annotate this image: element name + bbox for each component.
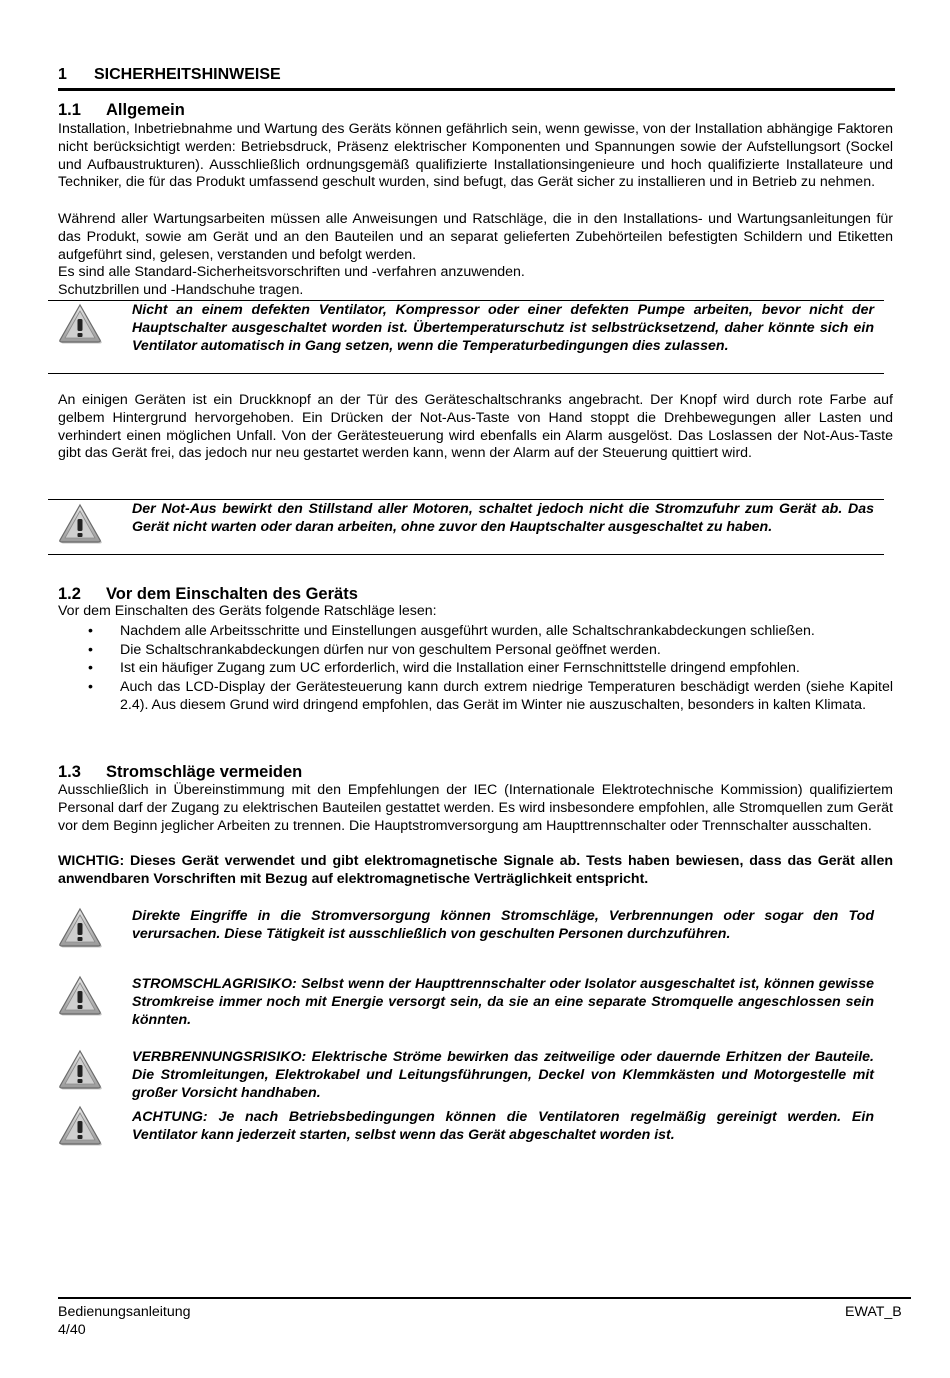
footer-page-number: 4/40 [58, 1322, 86, 1338]
bullet-icon: • [88, 678, 93, 695]
footer-model: EWAT_B [845, 1304, 902, 1320]
subsection-number: 1.2 [58, 585, 81, 603]
warning-icon [57, 1104, 103, 1146]
warning-text: ACHTUNG: Je nach Betriebsbedingungen können die Ventilatoren regelmäßig gereinigt werden. Ein Ventilator kann jederzeit starten, selbst wenn das Gerät abgeschaltet worden ist. [132, 1109, 874, 1143]
subsection-number: 1.1 [58, 101, 81, 119]
paragraph: An einigen Geräten ist ein Druckknopf an der Tür des Geräteschaltschranks angebracht. Der Knopf wird durch rote Farbe auf gelbem Hintergrund hervorgehoben. Ein Drücken der Not-Aus-Taste von Hand stoppt die Drehbewegungen aller Lasten und verhindert einen möglichen Unfall. Von der Gerätesteuerung wird ebenfalls ein Alarm ausgelöst. Das Loslassen der Not-Aus-Taste gibt das Gerät frei, das jedoch nur neu gestartet werden kann, wenn der Alarm auf der Steuerung quittiert wird. [58, 392, 893, 462]
warning-icon [57, 974, 103, 1016]
bullet-icon: • [88, 641, 93, 658]
warning-icon [57, 502, 103, 544]
list-item [58, 622, 893, 641]
bullet-list [58, 622, 893, 715]
heading-rule [58, 88, 895, 91]
important-paragraph: WICHTIG: Dieses Gerät verwendet und gibt elektromagnetische Signale ab. Tests haben bewiesen, dass das Gerät allen anwendbaren Vorschriften mit Bezug auf elektromagnetische Verträglichkeit entspricht. [58, 853, 893, 887]
subsection-heading-1-1 [58, 101, 185, 120]
warning-text: Nicht an einem defekten Ventilator, Kompressor oder einer defekten Pumpe arbeiten, bevor nicht der Hauptschalter ausgeschaltet worden ist. Übertemperaturschutz ist selbstrücksetzend, daher könnte sich ein Ventilator automatisch in Gang setzen, wenn die Temperaturbedingungen dies zulassen. [132, 302, 874, 354]
subsection-number: 1.3 [58, 763, 81, 781]
list-item [58, 659, 893, 678]
warning-bottom-rule [48, 373, 884, 374]
list-item [58, 678, 893, 715]
footer-rule [58, 1297, 911, 1299]
warning-text: STROMSCHLAGRISIKO: Selbst wenn der Haupttrennschalter oder Isolator ausgeschaltet ist, können gewisse Stromkreise immer noch mit Energie versorgt sein, da sie an eine separate Stromquelle angeschlossen sein könnten. [132, 976, 874, 1028]
list-item-text: Ist ein häufiger Zugang zum UC erforderlich, wird die Installation einer Fernschnittstelle dringend empfohlen. [120, 660, 800, 676]
subsection-heading-1-2 [58, 585, 358, 604]
list-item-text: Die Schaltschrankabdeckungen dürfen nur von geschultem Personal geöffnet werden. [120, 641, 661, 658]
warning-text: Der Not-Aus bewirkt den Stillstand aller Motoren, schaltet jedoch nicht die Stromzufuhr zum Gerät ab. Das Gerät nicht warten oder daran arbeiten, ohne zuvor den Hauptschalter ausgeschaltet zu haben. [132, 501, 874, 535]
warning-icon [57, 906, 103, 948]
subsection-heading-1-3 [58, 763, 302, 782]
subsection-title: Stromschläge vermeiden [106, 763, 303, 781]
paragraph: Schutzbrillen und -Handschuhe tragen. [58, 282, 304, 298]
bullet-icon: • [88, 623, 93, 639]
paragraph: Vor dem Einschalten des Geräts folgende Ratschläge lesen: [58, 603, 437, 619]
list-item-text: Auch das LCD-Display der Gerätesteuerung kann durch extrem niedrige Temperaturen beschädigt werden (siehe Kapitel 2.4). Aus diesem Grund wird dringend empfohlen, das Gerät im Winter nie auszuschalten, besonders in kalten Klimata. [120, 678, 893, 713]
warning-text: Direkte Eingriffe in die Stromversorgung können Stromschläge, Verbrennungen oder sogar den Tod verursachen. Diese Tätigkeit ist ausschließlich von geschulten Personen durchzuführen. [132, 908, 874, 942]
bullet-icon: • [88, 660, 93, 676]
subsection-title: Vor dem Einschalten des Geräts [106, 585, 358, 603]
list-item-text: Nachdem alle Arbeitsschritte und Einstellungen ausgeführt wurden, alle Schaltschrankabdeckungen schließen. [120, 623, 815, 639]
paragraph: Es sind alle Standard-Sicherheitsvorschriften und -verfahren anzuwenden. [58, 264, 525, 280]
paragraph: Während aller Wartungsarbeiten müssen alle Anweisungen und Ratschläge, die in den Installations- und Wartungsanleitungen für das Produkt, sowie am Gerät und an den Bauteilen und an separat gelieferten Zubehörteilen befestigten Schildern und Etiketten aufgeführt sind, gelesen, verstanden und befolgt werden. [58, 211, 893, 263]
subsection-title: Allgemein [106, 101, 185, 119]
warning-icon [57, 302, 103, 344]
warning-icon [57, 1048, 103, 1090]
paragraph: Installation, Inbetriebnahme und Wartung des Geräts können gefährlich sein, wenn gewisse, von der Installation abhängige Faktoren nicht berücksichtigt werden: Betriebsdruck, Präsenz elektrischer Komponenten und Spannungen sowie der Aufstellungsort (Sockel und Aufbaustrukturen). Ausschließlich ordnungsgemäß qualifizierte Installationsingenieure und hoch qualifizierte Installateure und Techniker, die für das Produkt umfassend geschult wurden, sind befugt, das Gerät sicher zu installieren und in Betrieb zu nehmen. [58, 121, 893, 191]
footer-doc-title: Bedienungsanleitung [58, 1304, 191, 1320]
list-item [58, 641, 893, 660]
section-number: 1 [58, 66, 67, 83]
section-title: SICHERHEITSHINWEISE [94, 66, 281, 83]
warning-bottom-rule [48, 554, 884, 555]
section-heading [58, 66, 281, 84]
warning-text: VERBRENNUNGSRISIKO: Elektrische Ströme bewirken das zeitweilige oder dauernde Erhitzen der Bauteile. Die Stromleitungen, Elektrokabel und Leitungsführungen, Deckel von Klemmkästen und Motorgestelle mit großer Vorsicht handhaben. [132, 1049, 874, 1101]
paragraph: Ausschließlich in Übereinstimmung mit den Empfehlungen der IEC (Internationale Elektrotechnische Kommission) qualifiziertem Personal darf der Zugang zu elektrischen Bauteilen gestattet werden. Es wird insbesondere empfohlen, alle Stromquellen zum Gerät vor dem Beginn jeglicher Arbeiten zu trennen. Die Hauptstromversorgung am Haupttrennschalter oder Trennschalter ausschalten. [58, 782, 893, 834]
